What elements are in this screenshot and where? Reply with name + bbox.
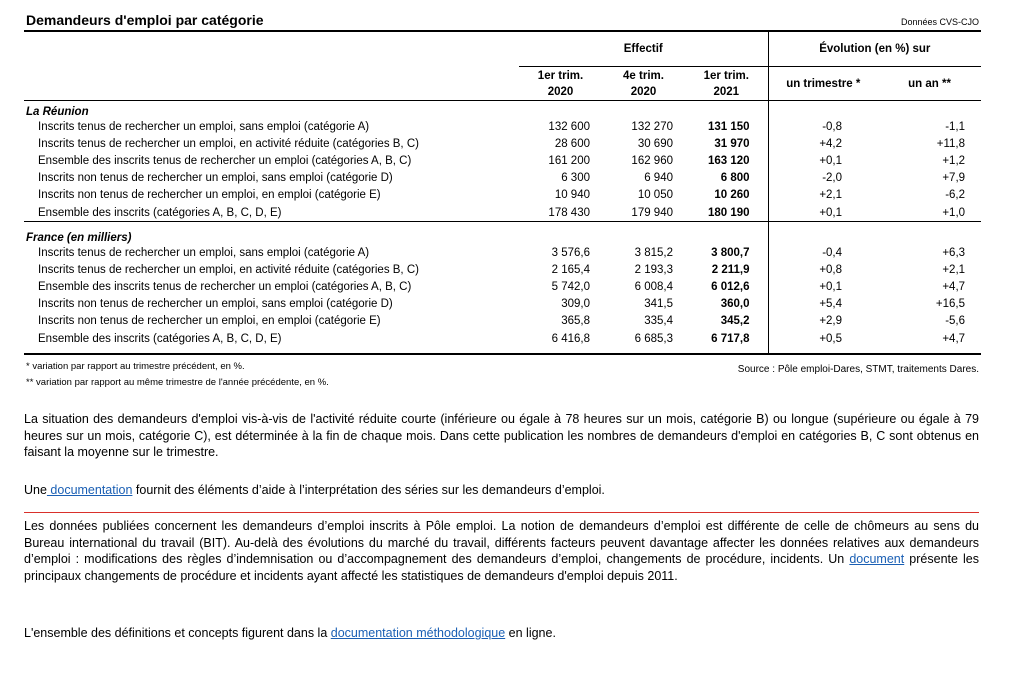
footnote-trimestre: * variation par rapport au trimestre précédent, en %.: [26, 361, 245, 373]
row-label: Ensemble des inscrits tenus de rechercher un emploi (catégories A, B, C): [38, 154, 412, 167]
table-row: [24, 279, 981, 296]
p4-text-before: L'ensemble des définitions et concepts figurent dans la: [24, 626, 331, 640]
value-trimestre: -0,8: [768, 118, 878, 135]
row-label: Ensemble des inscrits (catégories A, B, C, D, E): [38, 206, 282, 219]
value-an: +1,0: [942, 206, 966, 219]
value-trimestre: +0,8: [768, 261, 878, 278]
value-q1-2021: 3 800,7: [711, 246, 750, 259]
value-an: +6,3: [942, 246, 966, 259]
header-an: un an **: [908, 77, 951, 90]
value-q1-2020: 3 576,6: [551, 246, 590, 259]
value-q1-2021: 31 970: [714, 137, 750, 150]
row-label: Inscrits non tenus de rechercher un emploi, sans emploi (catégorie D): [38, 172, 393, 185]
row-label: Inscrits non tenus de rechercher un emploi, en emploi (catégorie E): [38, 315, 381, 328]
row-label: Inscrits tenus de rechercher un emploi, en activité réduite (catégories B, C): [38, 263, 419, 276]
row-label: Ensemble des inscrits tenus de rechercher un emploi (catégories A, B, C): [38, 281, 412, 294]
row-label: Ensemble des inscrits (catégories A, B, C, D, E): [38, 332, 282, 345]
value-an: +4,7: [942, 281, 966, 294]
value-q1-2020: 178 430: [548, 206, 590, 219]
value-an: +1,2: [942, 154, 966, 167]
table-row: [24, 152, 981, 169]
table-row: [24, 261, 981, 278]
value-an: +4,7: [942, 332, 966, 345]
value-trimestre: +2,9: [768, 313, 878, 330]
p2-text-before: Une: [24, 483, 47, 497]
table-row: [24, 244, 981, 261]
footnote-an: ** variation par rapport au même trimestre de l'année précédente, en %.: [26, 377, 329, 389]
value-q4-2020: 10 050: [637, 189, 673, 202]
value-an: +7,9: [942, 172, 966, 185]
value-q1-2020: 6 300: [561, 172, 590, 185]
table-row: [24, 135, 981, 152]
value-q1-2021: 2 211,9: [711, 263, 750, 276]
p4-text-after: en ligne.: [505, 626, 556, 640]
footnotes: [24, 359, 981, 391]
table-row: [24, 204, 981, 222]
methodology-link[interactable]: documentation méthodologique: [330, 626, 506, 640]
row-label: Inscrits non tenus de rechercher un emploi, en emploi (catégorie E): [38, 189, 381, 202]
value-q4-2020: 335,4: [644, 315, 673, 328]
table-row: [24, 313, 981, 330]
table-row: [24, 296, 981, 313]
page-title: Demandeurs d'emploi par catégorie: [26, 12, 264, 28]
value-q1-2021: 6 012,6: [711, 281, 750, 294]
value-q4-2020: 6 008,4: [634, 281, 673, 294]
table-panel: [24, 10, 981, 391]
documentation-link[interactable]: documentation: [46, 483, 133, 497]
value-q1-2020: 10 940: [554, 189, 590, 202]
section-divider: [24, 512, 979, 513]
section-title: France (en milliers): [26, 232, 132, 245]
value-trimestre: -0,4: [768, 244, 878, 261]
value-an: -1,1: [945, 120, 966, 133]
table-row: [24, 118, 981, 135]
section-header: [24, 227, 981, 244]
value-q1-2020: 5 742,0: [551, 281, 590, 294]
paragraph-documentation: [24, 482, 979, 499]
data-table: [24, 32, 981, 355]
value-q4-2020: 30 690: [637, 137, 673, 150]
value-q1-2021: 360,0: [720, 298, 750, 311]
value-q4-2020: 6 685,3: [634, 332, 673, 345]
row-label: Inscrits non tenus de rechercher un emploi, sans emploi (catégorie D): [38, 298, 393, 311]
p3-text-before: Les données publiées concernent les demandeurs d’emploi inscrits à Pôle emploi. La notion de demandeurs d’emploi est différente de celle de chômeurs au sens du Bureau international du travail (BIT). Au-delà des évolutions du marché du travail, différents facteurs peuvent davantage affecter les données relatives aux demandeurs d’emploi : modifications des règles d’indemnisation ou d’accompagnement des demandeurs d’emploi, changements de procédure, incidents. Un: [24, 519, 979, 566]
value-an: +16,5: [935, 298, 966, 311]
value-q4-2020: 162 960: [631, 154, 673, 167]
document-link[interactable]: document: [849, 552, 905, 566]
value-q1-2020: 132 600: [548, 120, 590, 133]
value-q1-2021: 131 150: [707, 120, 750, 133]
header-q4-2020: 4e trim. 2020: [623, 69, 664, 98]
value-q1-2021: 6 717,8: [711, 332, 750, 345]
header-q1-2021: 1er trim. 2021: [703, 69, 749, 98]
value-q1-2021: 6 800: [720, 172, 750, 185]
value-trimestre: +0,1: [768, 152, 878, 169]
table-row: [24, 187, 981, 204]
title-bar: [24, 10, 981, 32]
paragraph-activite-reduite: La situation des demandeurs d'emploi vis-à-vis de l'activité réduite courte (inférieure ou égale à 78 heures sur un mois, catégorie B) ou longue (supérieure ou égale à 79 heures sur un mois, catégorie C), est déterminée à la fin de chaque mois. Dans cette publication les nombres de demandeurs d'emploi en catégories B, C sont obtenus en faisant la moyenne sur le trimestre.: [24, 412, 979, 459]
value-q1-2021: 345,2: [720, 315, 750, 328]
value-q1-2021: 180 190: [707, 206, 750, 219]
paragraph-donnees: [24, 518, 979, 584]
value-q4-2020: 2 193,3: [634, 263, 673, 276]
section-header: [24, 101, 981, 119]
value-an: +2,1: [942, 263, 966, 276]
header-effectif: Effectif: [519, 32, 768, 67]
value-q1-2020: 28 600: [554, 137, 590, 150]
value-trimestre: +4,2: [768, 135, 878, 152]
value-q1-2021: 163 120: [707, 154, 750, 167]
value-q4-2020: 341,5: [644, 298, 673, 311]
value-an: -5,6: [945, 315, 966, 328]
value-q4-2020: 132 270: [631, 120, 673, 133]
table-row: [24, 170, 981, 187]
value-q1-2021: 10 260: [714, 189, 750, 202]
row-label: Inscrits tenus de rechercher un emploi, sans emploi (catégorie A): [38, 246, 370, 259]
p2-text-after: fournit des éléments d’aide à l’interprétation des séries sur les demandeurs d’emploi.: [132, 483, 605, 497]
value-q4-2020: 179 940: [631, 206, 673, 219]
value-trimestre: +0,1: [768, 279, 878, 296]
value-an: -6,2: [945, 189, 966, 202]
value-trimestre: +0,5: [768, 330, 878, 347]
value-q1-2020: 2 165,4: [551, 263, 590, 276]
header-trimestre: un trimestre *: [768, 67, 878, 101]
value-trimestre: +0,1: [768, 204, 878, 222]
value-q1-2020: 309,0: [561, 298, 590, 311]
value-an: +11,8: [936, 137, 966, 150]
source-note: Source : Pôle emploi-Dares, STMT, traitements Dares.: [737, 364, 979, 376]
value-trimestre: +2,1: [768, 187, 878, 204]
table-row: [24, 330, 981, 347]
p3-text-after: présente les principaux changements de procédure et incidents ayant affecté les statistiques de demandeurs d'emploi depuis 2011.: [24, 552, 979, 583]
data-tag: Données CVS-CJO: [900, 17, 979, 27]
table-body: [24, 101, 981, 355]
value-q4-2020: 3 815,2: [634, 246, 673, 259]
value-q1-2020: 161 200: [548, 154, 590, 167]
value-trimestre: -2,0: [768, 170, 878, 187]
value-q1-2020: 365,8: [561, 315, 590, 328]
row-label: Inscrits tenus de rechercher un emploi, en activité réduite (catégories B, C): [38, 137, 419, 150]
header-evolution: Évolution (en %) sur: [768, 32, 981, 67]
paragraph-definitions: [24, 625, 979, 642]
value-q4-2020: 6 940: [644, 172, 673, 185]
row-label: Inscrits tenus de rechercher un emploi, sans emploi (catégorie A): [38, 120, 370, 133]
value-trimestre: +5,4: [768, 296, 878, 313]
header-q1-2020: 1er trim. 2020: [537, 69, 584, 98]
section-title: La Réunion: [26, 106, 89, 118]
value-q1-2020: 6 416,8: [551, 332, 590, 345]
